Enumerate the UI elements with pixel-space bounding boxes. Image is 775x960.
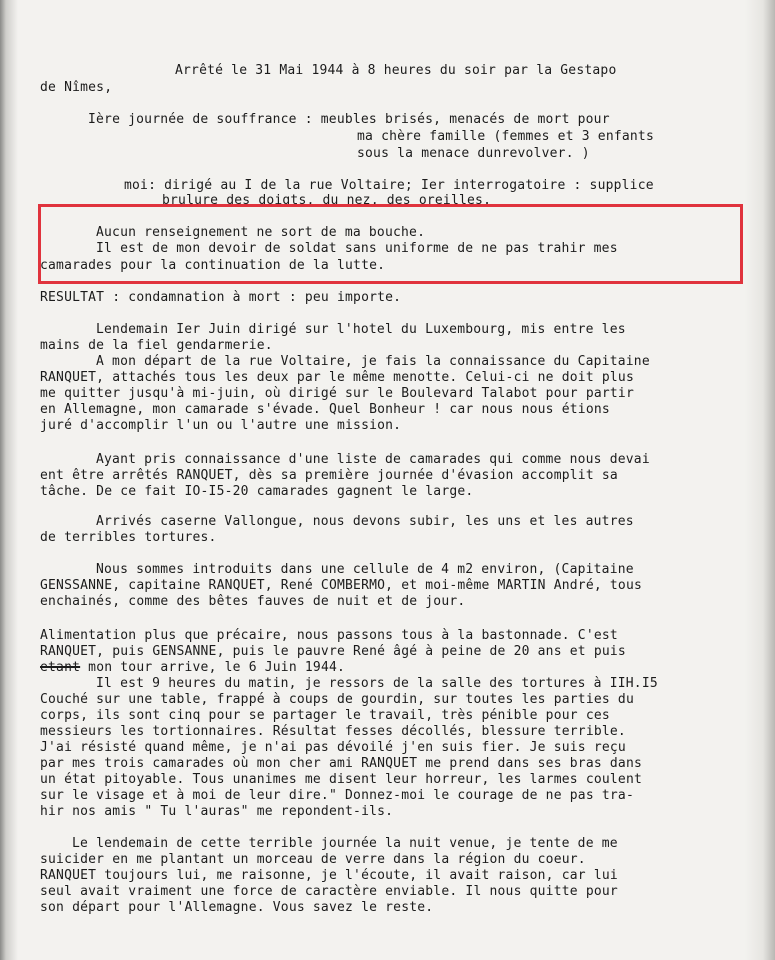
- doc-line: hir nos amis " Tu l'auras" me repondent-ils.: [40, 804, 394, 819]
- doc-line: Alimentation plus que précaire, nous passons tous à la bastonnade. C'est: [40, 628, 618, 643]
- page-right-shadow: [745, 0, 775, 960]
- doc-line: moi: dirigé au I de la rue Voltaire; Ier interrogatoire : supplice: [124, 178, 654, 193]
- doc-line: RESULTAT : condamnation à mort : peu importe.: [40, 290, 402, 305]
- doc-line: Ayant pris connaissance d'une liste de camarades qui comme nous devai: [96, 452, 650, 467]
- doc-line: GENSSANNE, capitaine RANQUET, René COMBERMO, et moi-même MARTIN André, tous: [40, 578, 642, 593]
- struck-word: etant: [40, 660, 81, 675]
- doc-line: un état pitoyable. Tous unanimes me disent leur horreur, les larmes coulent: [40, 772, 642, 787]
- doc-line: Le lendemain de cette terrible journée la nuit venue, je tente de me: [72, 836, 618, 851]
- doc-line: suicider en me plantant un morceau de verre dans la région du coeur.: [40, 852, 586, 867]
- doc-line: A mon départ de la rue Voltaire, je fais la connaissance du Capitaine: [96, 354, 650, 369]
- doc-line-with-strikeout: [40, 660, 345, 675]
- doc-line: Ière journée de souffrance : meubles brisés, menacés de mort pour: [88, 112, 610, 127]
- doc-line: juré d'accomplir l'un ou l'autre une mission.: [40, 418, 402, 433]
- doc-line: Couché sur une table, frappé à coups de gourdin, sur toutes les parties du: [40, 692, 634, 707]
- doc-line: de Nîmes,: [40, 80, 113, 95]
- doc-line: camarades pour la continuation de la lutte.: [40, 258, 386, 273]
- doc-line: corps, ils sont cinq pour se partager le travail, très pénible pour ces: [40, 708, 610, 723]
- doc-line: RANQUET, puis GENSANNE, puis le pauvre René âgé à peine de 20 ans et puis: [40, 644, 626, 659]
- doc-line: de terribles tortures.: [40, 530, 217, 545]
- doc-line: messieurs les tortionnaires. Résultat fesses décollés, blessure terrible.: [40, 724, 626, 739]
- doc-line: par mes trois camarades où mon cher ami RANQUET me prend dans ses bras dans: [40, 756, 642, 771]
- doc-line: Il est de mon devoir de soldat sans uniforme de ne pas trahir mes: [96, 241, 618, 256]
- doc-line: Arrivés caserne Vallongue, nous devons subir, les uns et les autres: [96, 514, 634, 529]
- doc-line: RANQUET, attachés tous les deux par le même menotte. Celui-ci ne doit plus: [40, 370, 634, 385]
- doc-line: sous la menace dunrevolver. ): [357, 146, 590, 161]
- doc-line: sur le visage et à moi de leur dire." Donnez-moi le courage de ne pas tra-: [40, 788, 634, 803]
- doc-line: son départ pour l'Allemagne. Vous savez le reste.: [40, 900, 434, 915]
- doc-line-text: mon tour arrive, le 6 Juin 1944.: [88, 660, 346, 675]
- doc-line: mains de la fiel gendarmerie.: [40, 338, 273, 353]
- doc-line: enchainés, comme des bêtes fauves de nuit et de jour.: [40, 594, 466, 609]
- page-left-shadow: [0, 0, 18, 960]
- doc-line: ent être arrêtés RANQUET, dès sa première journée d'évasion accomplit sa: [40, 468, 618, 483]
- doc-line: me quitter jusqu'à mi-juin, où dirigé sur le Boulevard Talabot pour partir: [40, 386, 634, 401]
- doc-line: tâche. De ce fait IO-I5-20 camarades gagnent le large.: [40, 484, 474, 499]
- doc-line: Arrêté le 31 Mai 1944 à 8 heures du soir par la Gestapo: [175, 63, 617, 78]
- doc-line: Lendemain Ier Juin dirigé sur l'hotel du Luxembourg, mis entre les: [96, 322, 626, 337]
- doc-line: Il est 9 heures du matin, je ressors de la salle des tortures à IIH.I5: [96, 676, 658, 691]
- doc-line: ma chère famille (femmes et 3 enfants: [357, 129, 654, 144]
- doc-line: J'ai résisté quand même, je n'ai pas dévoilé j'en suis fier. Je suis reçu: [40, 740, 626, 755]
- doc-line: brulure des doigts, du nez, des oreilles.: [162, 193, 492, 208]
- doc-line: Aucun renseignement ne sort de ma bouche.: [96, 225, 426, 240]
- doc-line: seul avait vraiment une force de caractère enviable. Il nous quitte pour: [40, 884, 618, 899]
- doc-line: Nous sommes introduits dans une cellule de 4 m2 environ, (Capitaine: [96, 562, 634, 577]
- doc-line: en Allemagne, mon camarade s'évade. Quel Bonheur ! car nous nous étions: [40, 402, 610, 417]
- doc-line: RANQUET toujours lui, me raisonne, je l'écoute, il avait raison, car lui: [40, 868, 618, 883]
